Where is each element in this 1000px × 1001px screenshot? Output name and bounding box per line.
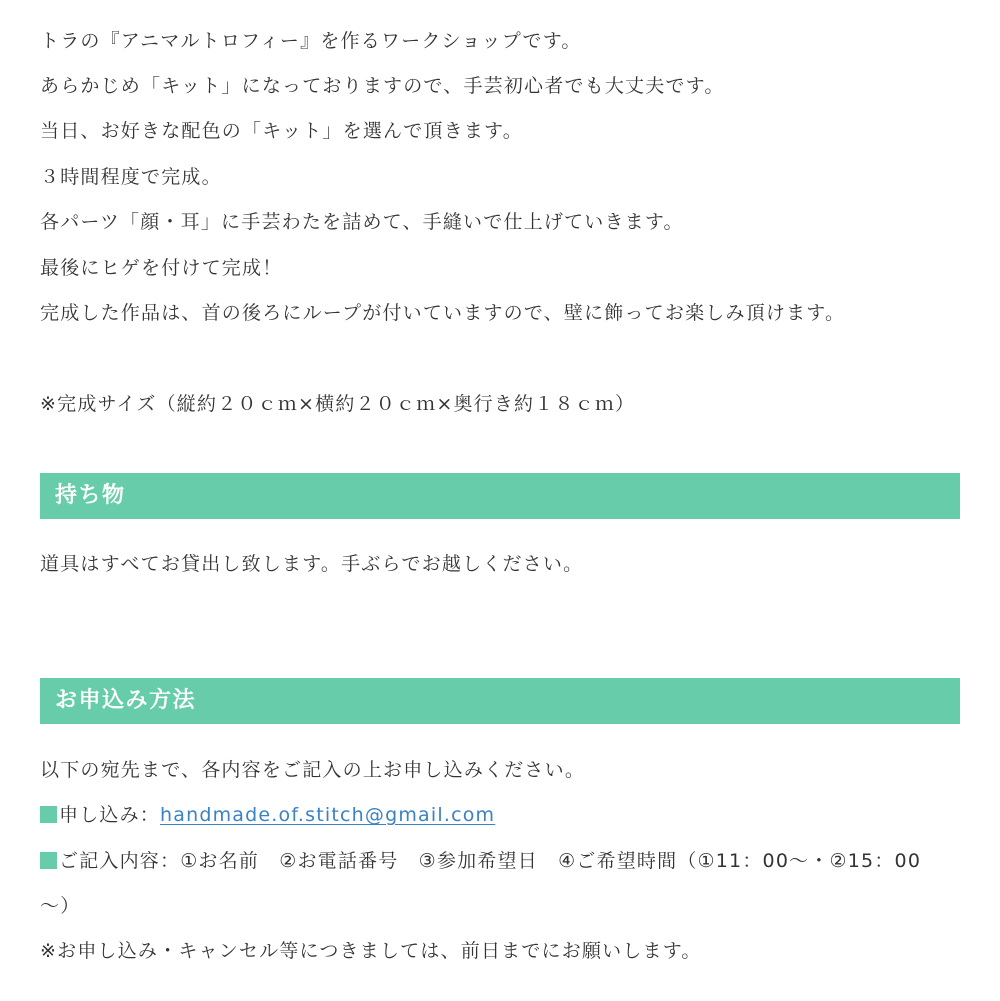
email-link[interactable]: handmade.of.stitch@gmail.com [160,804,496,826]
cancel-note: ※お申し込み・キャンセル等につきましては、前日までにお願いします。 [40,940,702,962]
belongings-heading: 持ち物 [40,473,960,519]
intro-line-6: 最後にヒゲを付けて完成！ [40,257,283,279]
contact-label: 申し込み： [59,804,161,826]
intro-line-5: 各パーツ「顔・耳」に手芸わたを詰めて、手縫いで仕上げていきます。 [40,211,684,233]
application-intro: 以下の宛先まで、各内容をご記入の上お申し込みください。 [40,759,586,781]
intro-line-7: 完成した作品は、首の後ろにループが付いていますので、壁に飾ってお楽しみ頂けます。 [40,302,846,324]
intro-line-1: トラの『アニマルトロフィー』を作るワークショップです。 [40,30,582,52]
fields-line [40,847,921,875]
fields-line-continued: 〜） [40,895,81,917]
size-note: ※完成サイズ（縦約２０ｃｍ×横約２０ｃｍ×奥行き約１８ｃｍ） [40,393,636,415]
intro-line-2: あらかじめ「キット」になっておりますので、手芸初心者でも大丈夫です。 [40,75,725,97]
intro-line-4: ３時間程度で完成。 [40,166,222,188]
application-heading: お申込み方法 [40,678,960,724]
fields-text: ご記入内容：①お名前 ②お電話番号 ③参加希望日 ④ご希望時間（①11：00〜・②15：00 [59,850,922,872]
intro-line-3: 当日、お好きな配色の「キット」を選んで頂きます。 [40,120,523,142]
bullet-square-icon [40,852,57,869]
bullet-square-icon [40,806,57,823]
belongings-text: 道具はすべてお貸出し致します。手ぶらでお越しください。 [40,553,584,575]
contact-line [40,801,495,829]
